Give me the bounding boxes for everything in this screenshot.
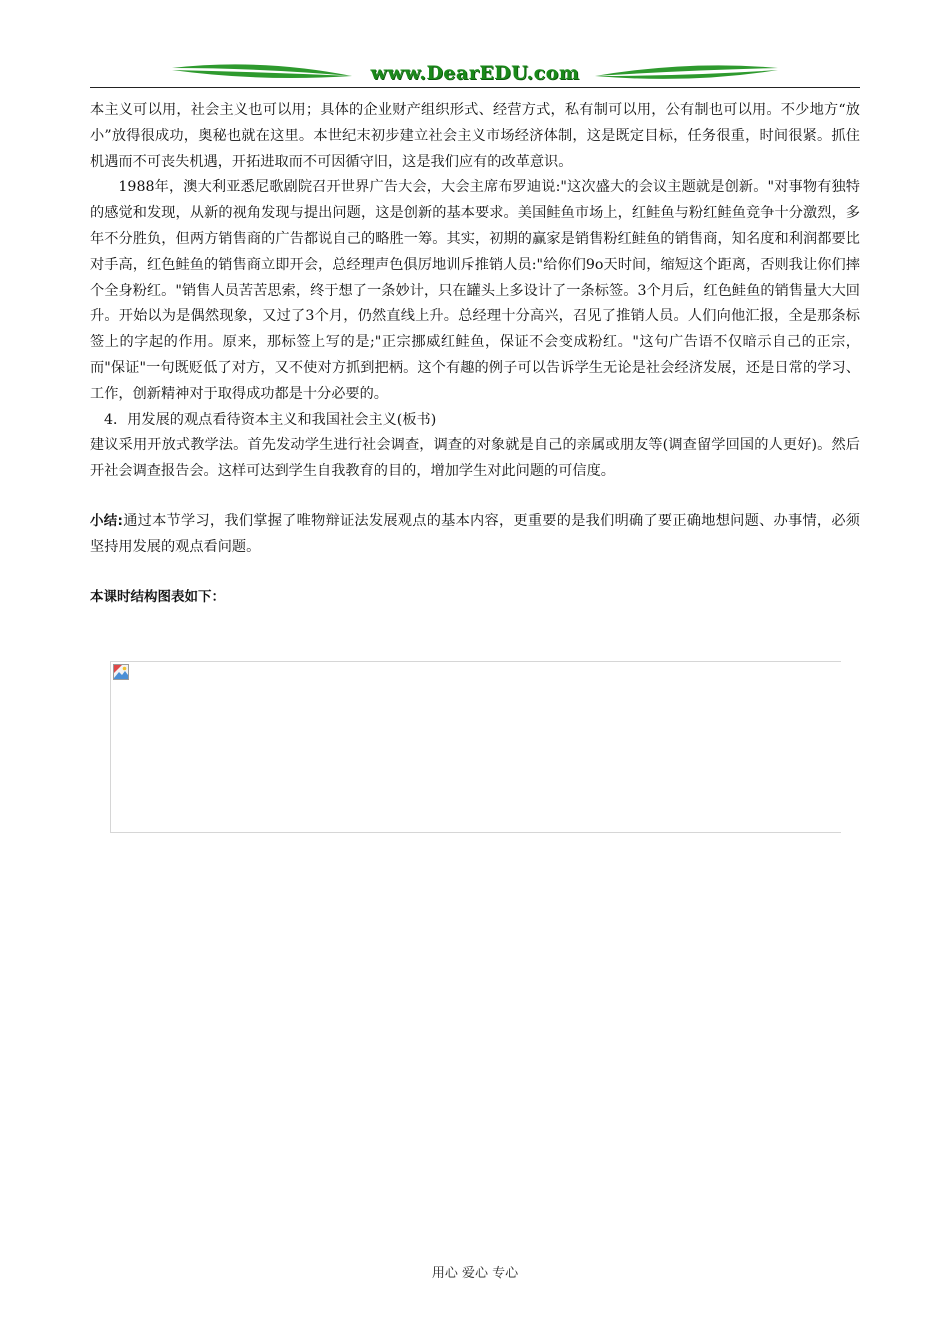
summary-text: 通过本节学习，我们掌握了唯物辩证法发展观点的基本内容，更重要的是我们明确了要正确地想问题、办事情，必须坚持用发展的观点看问题。 [90,512,860,555]
structure-chart-placeholder [110,661,841,833]
header-divider [90,87,860,88]
page-footer: 用心 爱心 专心 [431,1266,519,1281]
summary-label: 小结: [90,512,123,529]
broken-image-icon [113,664,129,680]
paragraph-salmon-story: 1988年，澳大利亚悉尼歌剧院召开世界广告大会，大会主席布罗迪说:"这次盛大的会议主题就是创新。"对事物有独特的感觉和发现，从新的视角发现与提出问题，这是创新的基本要求。美国鲑鱼市场上，红鲑鱼与粉红鲑鱼竞争十分激烈，多年不分胜负，但两方销售商的广告都说自己的略胜一筹。其实，初期的赢家是销售粉红鲑鱼的销售商，知名度和利润都要比对手高，红色鲑鱼的销售商立即开会，总经理声色俱厉地训斥推销人员:"给你们9o天时间，缩短这个距离，否则我让你们摔个全身粉红。"销售人员苦苦思索，终于想了一条妙计，只在罐头上多设计了一条标签。3个月后，红色鲑鱼的销售量大大回升。开始以为是偶然现象，又过了3个月，仍然直线上升。总经理十分高兴，召见了推销人员。人们向他汇报，全是那条标签上的字起的作用。原来，那标签上写的是;"正宗挪威红鲑鱼，保证不会变成粉红。"这句广告语不仅暗示自己的正宗，而"保证"一句既贬低了对方，又不使对方抓到把柄。这个有趣的例子可以告诉学生无论是社会经济发展，还是日常的学习、工作，创新精神对于取得成功都是十分必要的。 [90,179,860,402]
spacer [90,485,860,509]
chart-heading: 本课时结构图表如下： [90,588,225,605]
document-body [90,98,860,610]
paragraph-reform-awareness: 本主义可以用，社会主义也可以用；具体的企业财产组织形式、经营方式，私有制可以用，公有制也可以用。不少地方“放小”放得很成功，奥秘也就在这里。本世纪末初步建立社会主义市场经济体制，这是既定目标，任务很重，时间很紧。抓住机遇而不可丧失机遇，开拓进取而不可因循守旧，这是我们应有的改革意识。 [90,102,860,170]
paragraph-teaching-method: 建议采用开放式教学法。首先发动学生进行社会调查，调查的对象就是自己的亲属或朋友等(调查留学回国的人更好)。然后开社会调查报告会。这样可达到学生自我教育的目的，增加学生对此问题的可信度。 [90,437,860,480]
summary-paragraph [90,509,860,561]
spacer [90,561,860,585]
site-logo-text: www.DearEDU.com [370,62,580,84]
page-header [90,58,860,90]
list-item-4-heading: 4．用发展的观点看待资本主义和我国社会主义(板书) [104,411,437,428]
